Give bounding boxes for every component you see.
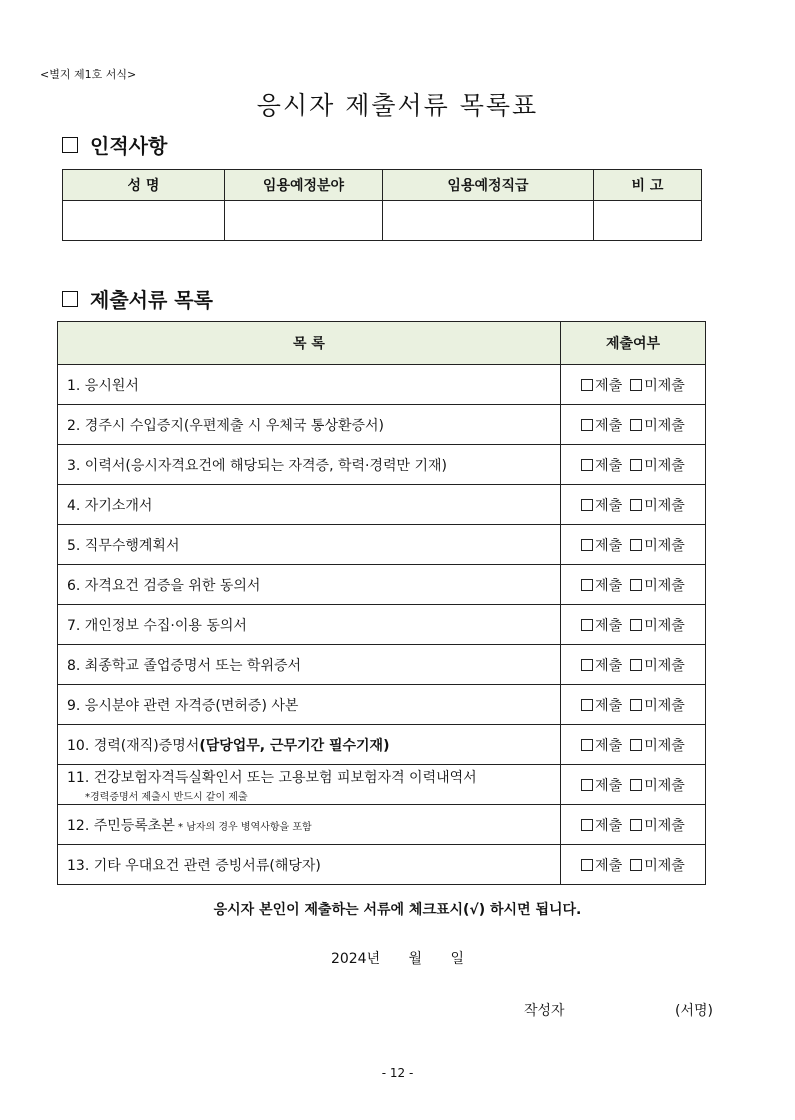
- document-row: [58, 565, 706, 605]
- header-remarks: 비 고: [594, 170, 702, 201]
- document-name-cell: [58, 485, 561, 525]
- document-row: [58, 405, 706, 445]
- submission-status-cell: [561, 605, 706, 645]
- section-personal-info-label: 인적사항: [90, 134, 168, 158]
- submission-status-cell: [561, 405, 706, 445]
- date-day: 일: [450, 951, 465, 967]
- checkbox-icon[interactable]: [630, 419, 642, 431]
- submission-status-cell: [561, 485, 706, 525]
- submission-status-cell: [561, 365, 706, 405]
- submit-checkbox[interactable]: [581, 818, 622, 834]
- submission-status-cell: [561, 445, 706, 485]
- document-name-cell: [58, 605, 561, 645]
- checkbox-icon[interactable]: [630, 779, 642, 791]
- submit-checkbox-label: 제출: [595, 857, 623, 874]
- not-submit-checkbox-label: 미제출: [644, 377, 685, 394]
- not-submit-checkbox-label: 미제출: [644, 537, 685, 554]
- not-submit-checkbox[interactable]: [630, 458, 685, 474]
- submit-checkbox[interactable]: [581, 458, 622, 474]
- date-month: 월: [408, 951, 423, 967]
- checkbox-square-icon: [62, 291, 78, 307]
- document-row: [58, 365, 706, 405]
- not-submit-checkbox[interactable]: [630, 498, 685, 514]
- submit-checkbox[interactable]: [581, 578, 622, 594]
- not-submit-checkbox-label: 미제출: [644, 657, 685, 674]
- document-row: [58, 605, 706, 645]
- submit-checkbox[interactable]: [581, 698, 622, 714]
- section-personal-info-heading: [62, 130, 167, 159]
- document-name-cell: [58, 565, 561, 605]
- submission-status-cell: [561, 805, 706, 845]
- not-submit-checkbox-label: 미제출: [644, 817, 685, 834]
- submit-checkbox[interactable]: [581, 538, 622, 554]
- instruction-text: 응시자 본인이 제출하는 서류에 체크표시(√) 하시면 됩니다.: [213, 902, 582, 918]
- document-name: 6. 자격요건 검증을 위한 동의서: [67, 577, 261, 594]
- document-name: 1. 응시원서: [67, 377, 139, 394]
- document-name-cell: [58, 645, 561, 685]
- checkbox-icon[interactable]: [581, 819, 593, 831]
- not-submit-checkbox[interactable]: [630, 778, 685, 794]
- section-documents-label: 제출서류 목록: [90, 288, 213, 312]
- document-row: [58, 685, 706, 725]
- section-documents-heading: [62, 284, 213, 313]
- checkbox-icon[interactable]: [581, 379, 593, 391]
- checkbox-icon[interactable]: [581, 859, 593, 871]
- not-submit-checkbox-label: 미제출: [644, 417, 685, 434]
- not-submit-checkbox-label: 미제출: [644, 697, 685, 714]
- checkbox-icon[interactable]: [630, 459, 642, 471]
- not-submit-checkbox[interactable]: [630, 618, 685, 634]
- checkbox-icon[interactable]: [630, 819, 642, 831]
- document-name: 8. 최종학교 졸업증명서 또는 학위증서: [67, 657, 302, 674]
- document-name-cell: [58, 445, 561, 485]
- document-name-cell: [58, 805, 561, 845]
- submit-checkbox[interactable]: [581, 498, 622, 514]
- checkbox-icon[interactable]: [630, 579, 642, 591]
- date-line: [0, 948, 795, 968]
- submit-checkbox-label: 제출: [595, 497, 623, 514]
- checkbox-icon[interactable]: [581, 419, 593, 431]
- name-cell[interactable]: [63, 201, 225, 241]
- header-rank: 임용예정직급: [383, 170, 594, 201]
- document-name: 4. 자기소개서: [67, 497, 153, 514]
- submission-status-cell: [561, 765, 706, 805]
- checkbox-icon[interactable]: [630, 699, 642, 711]
- submit-checkbox-label: 제출: [595, 697, 623, 714]
- submission-status-cell: [561, 525, 706, 565]
- submit-checkbox[interactable]: [581, 738, 622, 754]
- checkbox-icon[interactable]: [581, 739, 593, 751]
- checkbox-icon[interactable]: [630, 619, 642, 631]
- checkbox-icon[interactable]: [581, 499, 593, 511]
- documents-body: [58, 365, 706, 885]
- document-row: [58, 845, 706, 885]
- not-submit-checkbox[interactable]: [630, 538, 685, 554]
- document-row: [58, 445, 706, 485]
- document-name: 10. 경력(재직)증명서: [67, 737, 200, 754]
- not-submit-checkbox-label: 미제출: [644, 737, 685, 754]
- not-submit-checkbox-label: 미제출: [644, 577, 685, 594]
- checkbox-icon[interactable]: [630, 379, 642, 391]
- document-row: [58, 525, 706, 565]
- document-name: 9. 응시분야 관련 자격증(면허증) 사본: [67, 697, 299, 714]
- submission-status-cell: [561, 645, 706, 685]
- document-name-cell: [58, 405, 561, 445]
- document-row: [58, 645, 706, 685]
- submission-status-cell: [561, 725, 706, 765]
- document-name-cell: [58, 845, 561, 885]
- checkbox-icon[interactable]: [581, 699, 593, 711]
- document-name: 5. 직무수행계획서: [67, 537, 180, 554]
- document-name-cell: [58, 685, 561, 725]
- not-submit-checkbox[interactable]: [630, 578, 685, 594]
- submit-checkbox[interactable]: [581, 418, 622, 434]
- checkbox-square-icon: [62, 137, 78, 153]
- document-name-cell: [58, 365, 561, 405]
- submit-checkbox-label: 제출: [595, 577, 623, 594]
- not-submit-checkbox-label: 미제출: [644, 457, 685, 474]
- not-submit-checkbox[interactable]: [630, 378, 685, 394]
- submission-status-cell: [561, 685, 706, 725]
- not-submit-checkbox[interactable]: [630, 698, 685, 714]
- checkbox-icon[interactable]: [581, 659, 593, 671]
- document-name: 12. 주민등록초본: [67, 817, 175, 834]
- document-name-cell: [58, 765, 561, 805]
- submit-checkbox-label: 제출: [595, 417, 623, 434]
- checkbox-icon[interactable]: [630, 739, 642, 751]
- submit-checkbox[interactable]: [581, 618, 622, 634]
- not-submit-checkbox-label: 미제출: [644, 857, 685, 874]
- submit-checkbox-label: 제출: [595, 737, 623, 754]
- document-row: [58, 725, 706, 765]
- date-year: 2024년: [330, 951, 381, 967]
- checkbox-icon[interactable]: [581, 619, 593, 631]
- submit-checkbox-label: 제출: [595, 777, 623, 794]
- not-submit-checkbox-label: 미제출: [644, 497, 685, 514]
- submit-checkbox[interactable]: [581, 778, 622, 794]
- documents-table: [57, 321, 706, 885]
- signer-label: 작성자: [524, 1003, 565, 1019]
- not-submit-checkbox-label: 미제출: [644, 777, 685, 794]
- document-name: 7. 개인정보 수집·이용 동의서: [67, 617, 247, 634]
- submit-checkbox-label: 제출: [595, 457, 623, 474]
- checkbox-icon[interactable]: [630, 659, 642, 671]
- remarks-cell[interactable]: [594, 201, 702, 241]
- document-note: * 남자의 경우 병역사항을 포함: [174, 821, 312, 833]
- personal-info-table: [62, 169, 702, 241]
- checkbox-icon[interactable]: [581, 539, 593, 551]
- submit-checkbox-label: 제출: [595, 617, 623, 634]
- submission-status-cell: [561, 845, 706, 885]
- header-status: 제출여부: [561, 322, 706, 365]
- not-submit-checkbox-label: 미제출: [644, 617, 685, 634]
- not-submit-checkbox[interactable]: [630, 658, 685, 674]
- document-name-cell: [58, 725, 561, 765]
- header-field: 임용예정분야: [225, 170, 383, 201]
- document-name-emphasis: (담당업무, 근무기간 필수기재): [199, 737, 390, 754]
- signature-mark[interactable]: (서명): [675, 1003, 713, 1019]
- header-name: 성 명: [63, 170, 225, 201]
- submit-checkbox[interactable]: [581, 858, 622, 874]
- header-list: 목 록: [58, 322, 561, 365]
- page-number: - 12 -: [381, 1066, 414, 1080]
- page-title: 응시자 제출서류 목록표: [256, 91, 539, 120]
- checkbox-icon[interactable]: [581, 579, 593, 591]
- not-submit-checkbox[interactable]: [630, 418, 685, 434]
- document-row: [58, 765, 706, 805]
- document-name: 3. 이력서(응시자격요건에 해당되는 자격증, 학력·경력만 기재): [67, 457, 448, 474]
- not-submit-checkbox[interactable]: [630, 818, 685, 834]
- checkbox-icon[interactable]: [581, 459, 593, 471]
- field-cell[interactable]: [225, 201, 383, 241]
- submit-checkbox-label: 제출: [595, 817, 623, 834]
- not-submit-checkbox[interactable]: [630, 738, 685, 754]
- checkbox-icon[interactable]: [581, 779, 593, 791]
- submit-checkbox[interactable]: [581, 658, 622, 674]
- document-note: *경력증명서 제출시 반드시 같이 제출: [85, 791, 248, 803]
- form-label: <별지 제1호 서식>: [40, 68, 137, 81]
- submission-status-cell: [561, 565, 706, 605]
- submit-checkbox-label: 제출: [595, 537, 623, 554]
- submit-checkbox[interactable]: [581, 378, 622, 394]
- document-name: 2. 경주시 수입증지(우편제출 시 우체국 통상환증서): [67, 417, 385, 434]
- checkbox-icon[interactable]: [630, 499, 642, 511]
- document-row: [58, 485, 706, 525]
- submit-checkbox-label: 제출: [595, 377, 623, 394]
- document-name-cell: [58, 525, 561, 565]
- submit-checkbox-label: 제출: [595, 657, 623, 674]
- rank-cell[interactable]: [383, 201, 594, 241]
- checkbox-icon[interactable]: [630, 539, 642, 551]
- document-name: 11. 건강보험자격득실확인서 또는 고용보험 피보험자격 이력내역서: [67, 769, 477, 786]
- checkbox-icon[interactable]: [630, 859, 642, 871]
- document-row: [58, 805, 706, 845]
- document-name: 13. 기타 우대요건 관련 증빙서류(해당자): [67, 857, 321, 874]
- not-submit-checkbox[interactable]: [630, 858, 685, 874]
